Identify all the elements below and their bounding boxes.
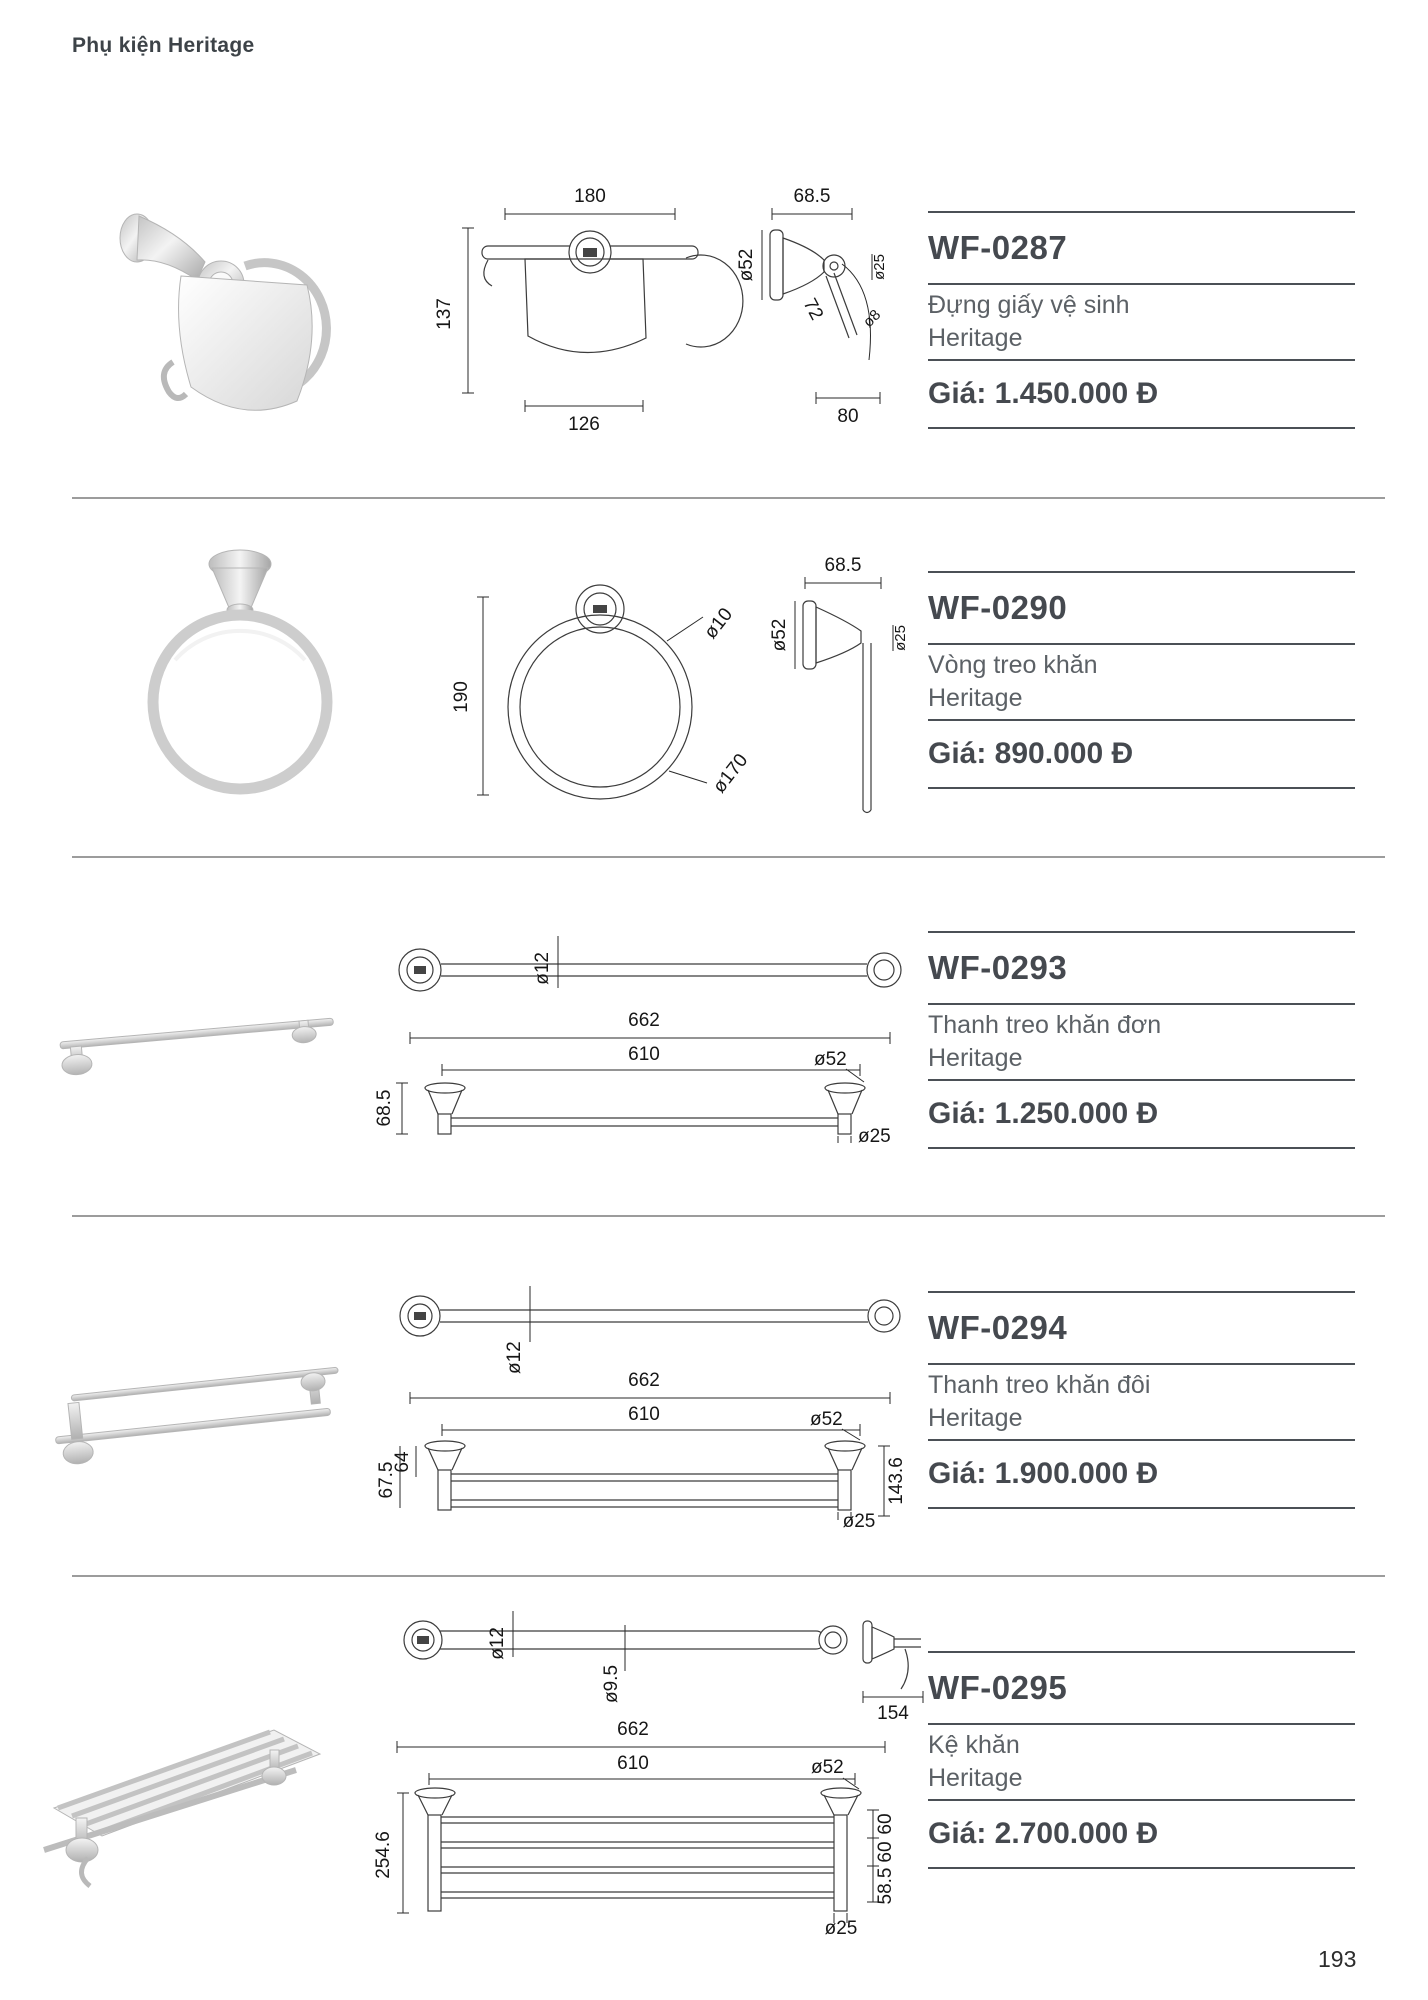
dimension-label: ø25 — [842, 1511, 876, 1528]
product-photo — [42, 1282, 352, 1512]
product-code: WF-0290 — [928, 589, 1068, 626]
dimension-label: 68.5 — [374, 1089, 395, 1127]
dimension-label: 68.5 — [824, 555, 862, 576]
dimension-label: 67.5 — [376, 1461, 397, 1499]
product-photo — [135, 530, 345, 810]
product-description: Đựng giấy vệ sinh — [928, 291, 1130, 319]
product-series: Heritage — [928, 1044, 1023, 1072]
dimension-label: 154 — [877, 1703, 909, 1724]
divider — [928, 427, 1355, 429]
product-price: Giá: 2.700.000 Đ — [928, 1817, 1159, 1850]
page-number: 193 — [1318, 1946, 1357, 1972]
dimension-label: ø25 — [858, 1126, 891, 1143]
dimension-label: 64 — [392, 1451, 413, 1473]
product-photo — [42, 952, 352, 1122]
dimension-label: ø12 — [504, 1341, 525, 1374]
divider — [928, 1507, 1355, 1509]
product-photo — [95, 158, 365, 428]
product-price: Giá: 890.000 Đ — [928, 737, 1134, 770]
row-separator — [72, 856, 1385, 858]
dimension-label: ø52 — [810, 1409, 843, 1430]
technical-drawing — [420, 168, 920, 468]
product-info — [928, 571, 1355, 789]
product-code: WF-0294 — [928, 1309, 1068, 1346]
product-info — [928, 1651, 1355, 1869]
technical-drawing — [365, 1605, 925, 1935]
dimension-label: 58.5 — [875, 1867, 896, 1905]
dimension-label: ø8 — [859, 306, 885, 331]
dimension-label: 610 — [617, 1753, 649, 1774]
technical-drawing — [372, 1278, 917, 1528]
dimension-label: ø170 — [709, 750, 753, 798]
product-code: WF-0287 — [928, 229, 1068, 266]
product-code: WF-0295 — [928, 1669, 1068, 1706]
dimension-label: 60 — [875, 1841, 896, 1863]
dimension-label: 610 — [628, 1404, 660, 1425]
product-series: Heritage — [928, 684, 1023, 712]
technical-drawing — [372, 928, 917, 1143]
dimension-label: 662 — [617, 1719, 649, 1740]
product-code: WF-0293 — [928, 949, 1068, 986]
dimension-label: 143.6 — [886, 1457, 907, 1505]
dimension-label: 68.5 — [793, 186, 831, 207]
dimension-label: ø25 — [824, 1918, 858, 1935]
dimension-label: 137 — [434, 298, 455, 330]
product-price: Giá: 1.900.000 Đ — [928, 1457, 1159, 1490]
divider — [928, 1867, 1355, 1869]
product-description: Vòng treo khăn — [928, 651, 1098, 679]
dimension-label: ø52 — [811, 1757, 844, 1778]
divider — [928, 787, 1355, 789]
dimension-label: 126 — [568, 414, 600, 435]
dimension-label: 72 — [798, 295, 828, 324]
dimension-label: 254.6 — [373, 1831, 394, 1879]
dimension-label: 180 — [574, 186, 606, 207]
divider — [928, 1147, 1355, 1149]
page-title: Phụ kiện Heritage — [72, 34, 255, 57]
dimension-label: 662 — [628, 1010, 660, 1031]
dimension-label: 610 — [628, 1044, 660, 1065]
product-description: Thanh treo khăn đôi — [928, 1371, 1151, 1399]
row-separator — [72, 1215, 1385, 1217]
dimension-label: ø25 — [871, 254, 888, 280]
product-info — [928, 211, 1355, 429]
product-info — [928, 931, 1355, 1149]
row-separator — [72, 497, 1385, 499]
dimension-label: ø12 — [487, 1627, 508, 1660]
product-description: Kệ khăn — [928, 1731, 1020, 1759]
dimension-label: ø12 — [532, 952, 553, 985]
dimension-label: ø25 — [892, 625, 909, 651]
product-price: Giá: 1.250.000 Đ — [928, 1097, 1159, 1130]
dimension-label: ø52 — [736, 248, 757, 282]
product-price: Giá: 1.450.000 Đ — [928, 377, 1159, 410]
dimension-label: 190 — [451, 681, 472, 713]
dimension-label: ø10 — [700, 604, 738, 643]
dimension-label: 80 — [837, 406, 859, 427]
product-photo — [28, 1612, 348, 1922]
product-series: Heritage — [928, 1764, 1023, 1792]
dimension-label: ø9.5 — [601, 1664, 622, 1703]
dimension-label: ø52 — [769, 618, 790, 652]
row-separator — [72, 1575, 1385, 1577]
product-series: Heritage — [928, 324, 1023, 352]
product-description: Thanh treo khăn đơn — [928, 1011, 1162, 1039]
dimension-label: ø52 — [814, 1049, 847, 1070]
product-series: Heritage — [928, 1404, 1023, 1432]
dimension-label: 662 — [628, 1370, 660, 1391]
technical-drawing — [405, 545, 915, 825]
dimension-label: 60 — [875, 1813, 896, 1835]
product-info — [928, 1291, 1355, 1509]
